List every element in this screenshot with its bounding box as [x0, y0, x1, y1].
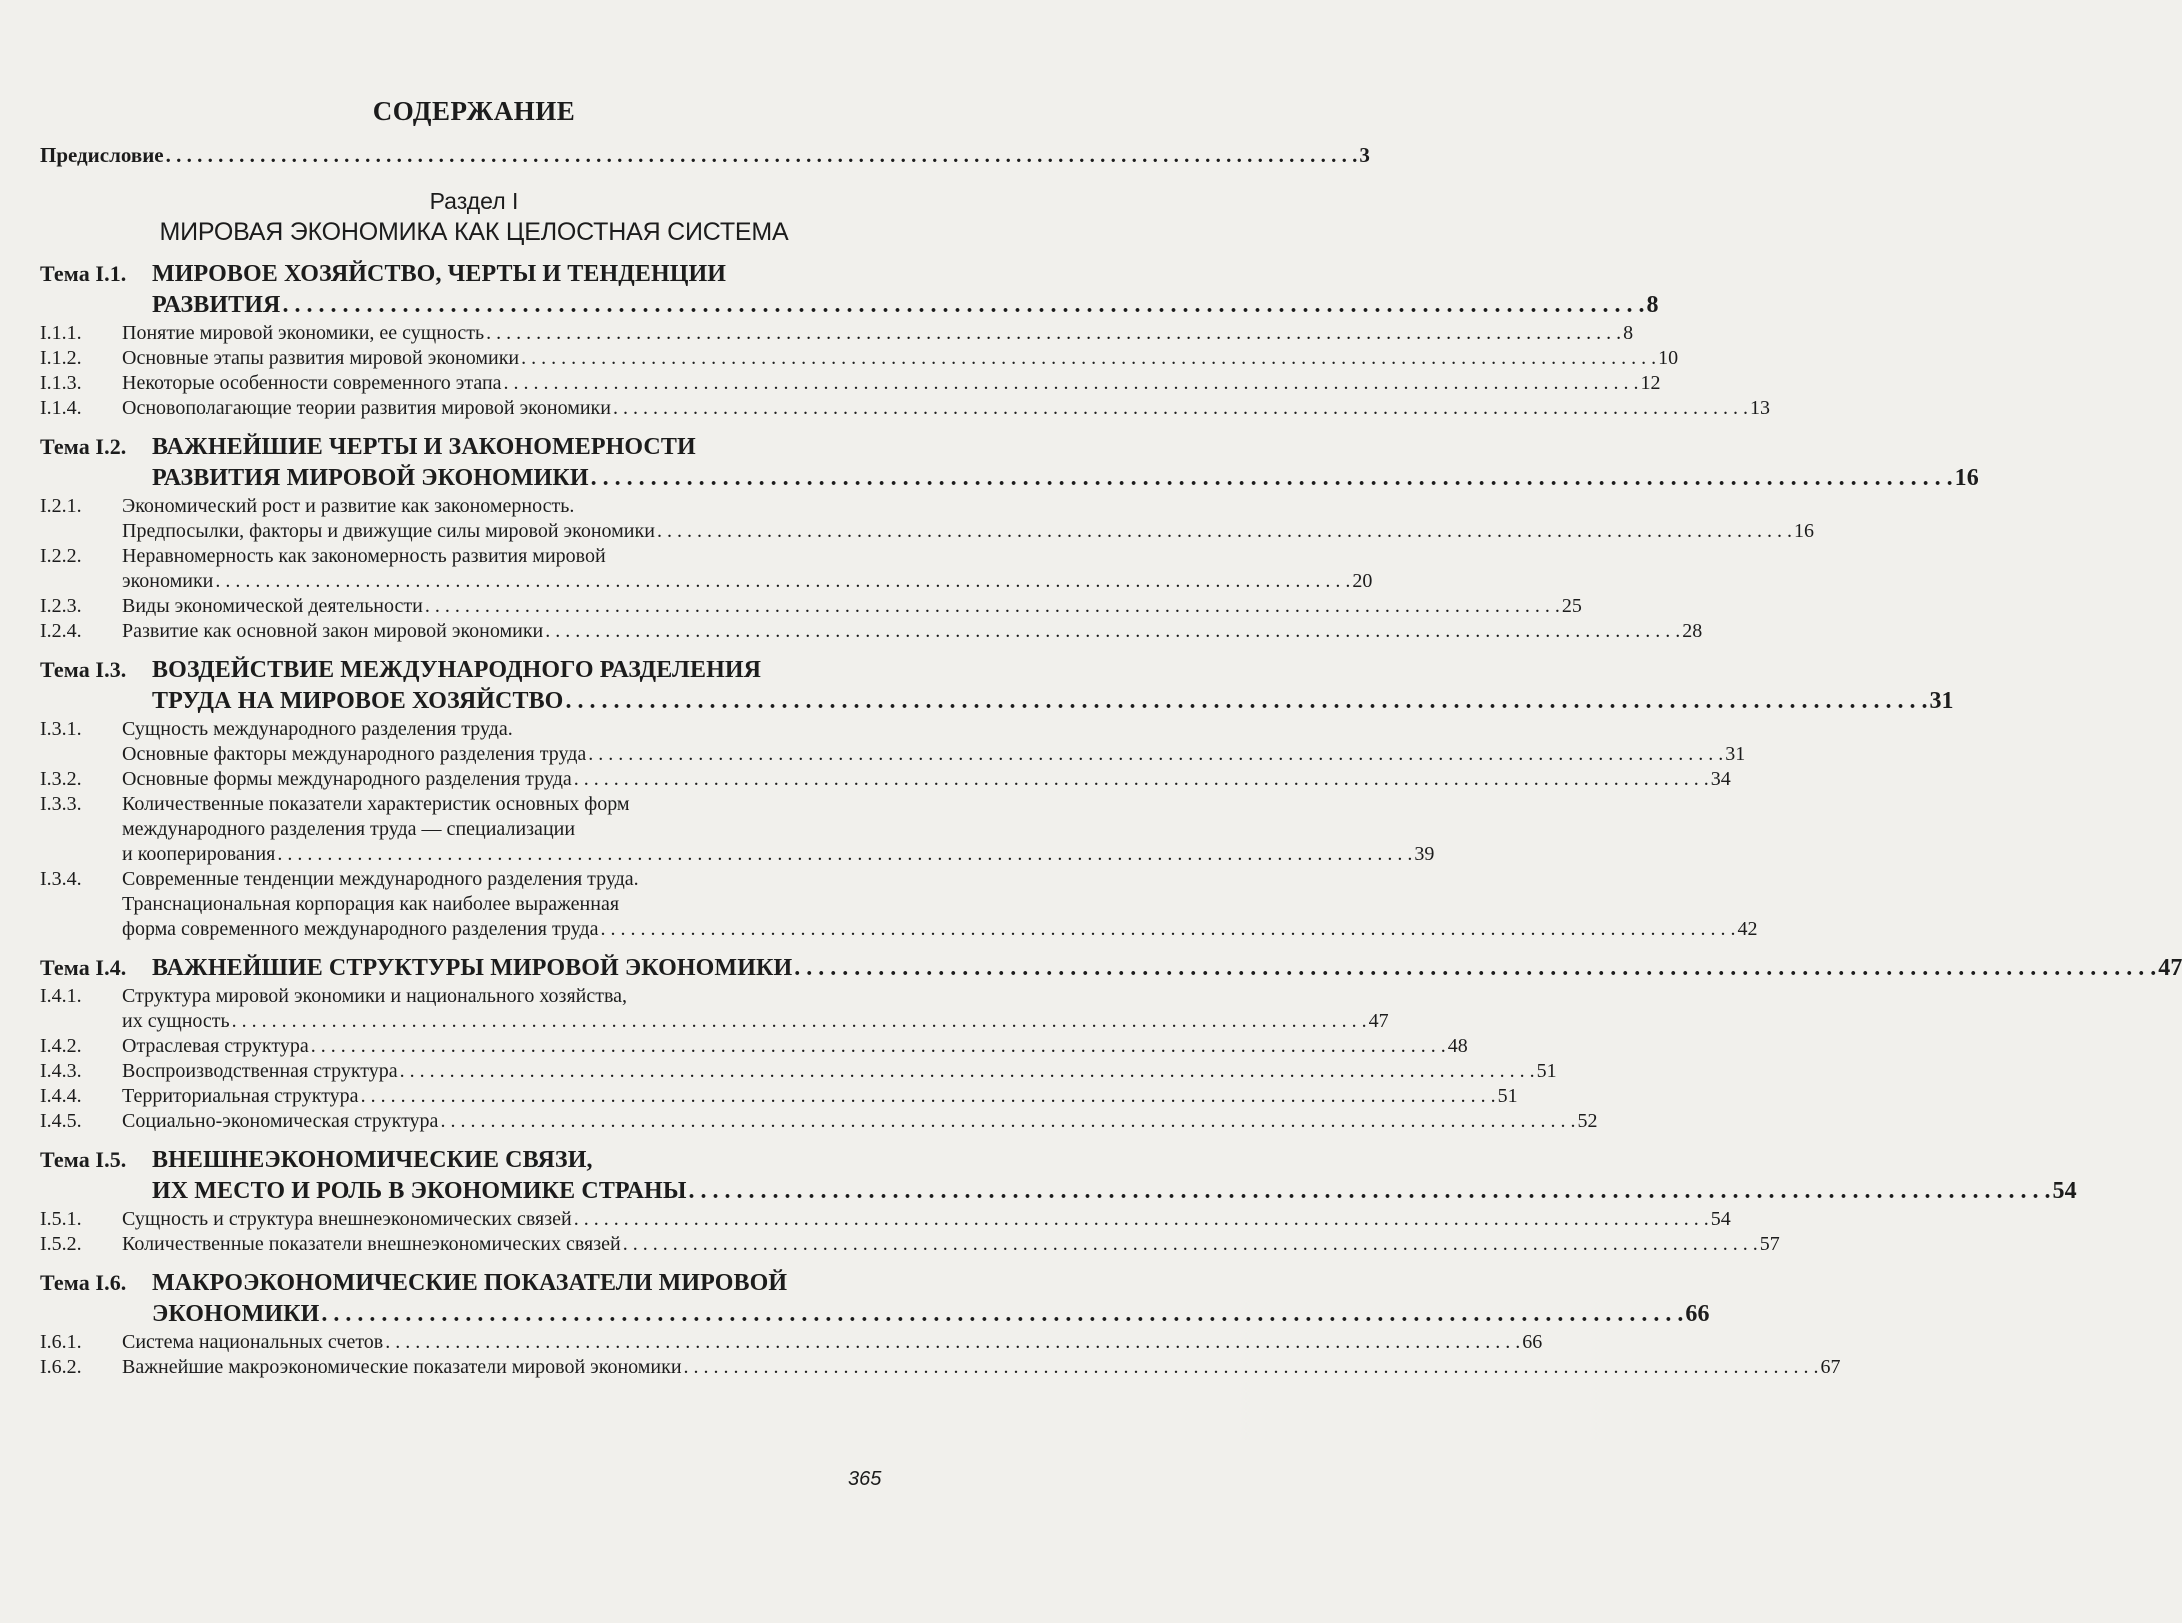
subtopic-title-line: Система национальных счетов	[122, 1331, 384, 1353]
toc-entry-subtopic-continued[interactable]	[40, 892, 908, 917]
section-heading	[40, 186, 908, 248]
toc-entry-subtopic[interactable]	[40, 1330, 1543, 1355]
dot-leader	[361, 1084, 1496, 1109]
subtopic-title	[122, 842, 1434, 867]
subtopic-title-line: Основополагающие теории развития мировой экономики	[122, 397, 611, 419]
toc-entry-subtopic[interactable]	[40, 544, 908, 569]
page-ref: 54	[2052, 1178, 2077, 1204]
subtopic-title-line: Важнейшие макроэкономические показатели мировой экономики	[122, 1356, 682, 1378]
subtopic-title-line: Воспроизводственная структура	[122, 1060, 398, 1082]
toc-entry-subtopic-continued[interactable]	[40, 1009, 1389, 1034]
subtopic-title	[122, 717, 908, 742]
subtopic-title-line: форма современного международного разделения труда	[122, 918, 599, 940]
subtopic-number: I.5.1.	[40, 1208, 82, 1230]
topic-title	[152, 290, 1659, 321]
subtopic-number: I.3.4.	[40, 868, 82, 890]
topic-number: Тема I.4.	[40, 955, 127, 980]
topic-number: Тема I.1.	[40, 261, 127, 286]
toc-entry-topic-continued[interactable]	[40, 290, 1659, 321]
subtopic-title	[122, 742, 1745, 767]
page-ref: 13	[1749, 397, 1770, 419]
dot-leader	[311, 1034, 1446, 1059]
topic-title	[152, 686, 1954, 717]
toc-topic	[40, 1267, 1841, 1380]
dot-leader	[521, 346, 1656, 371]
subtopic-title-line: Виды экономической деятельности	[122, 595, 423, 617]
page-ref: 28	[1682, 620, 1703, 642]
topic-title-line: РАЗВИТИЯ МИРОВОЙ ЭКОНОМИКИ	[152, 465, 589, 491]
toc-entry-topic[interactable]	[40, 952, 2182, 984]
page-ref: 66	[1522, 1331, 1543, 1353]
dot-leader	[321, 1299, 1683, 1330]
subtopic-number: I.6.2.	[40, 1356, 82, 1378]
page-number: 365	[848, 1468, 882, 1490]
dot-leader	[574, 767, 1709, 792]
subtopic-title	[122, 544, 908, 569]
section-title: МИРОВАЯ ЭКОНОМИКА КАК ЦЕЛОСТНАЯ СИСТЕМА	[159, 218, 789, 246]
subtopic-title-line: и кооперирования	[122, 843, 276, 865]
preface-page: 3	[1359, 143, 1370, 167]
subtopic-title-line: Основные этапы развития мировой экономики	[122, 347, 520, 369]
subtopic-title-line: Основные факторы международного разделения труда	[122, 743, 587, 765]
subtopic-title-line: Транснациональная корпорация как наиболее выраженная	[122, 893, 620, 915]
toc-entry-topic[interactable]	[40, 1144, 908, 1176]
subtopic-title-line: Основные формы международного разделения труда	[122, 768, 572, 790]
subtopic-number: I.3.3.	[40, 793, 82, 815]
subtopic-number: I.1.1.	[40, 322, 82, 344]
subtopic-number: I.4.1.	[40, 985, 82, 1007]
subtopic-number: I.2.2.	[40, 545, 82, 567]
subtopic-number: I.2.1.	[40, 495, 82, 517]
subtopic-title	[122, 892, 908, 917]
topic-title-line: ВАЖНЕЙШИЕ ЧЕРТЫ И ЗАКОНОМЕРНОСТИ	[152, 434, 696, 460]
page-ref: 47	[2158, 955, 2182, 981]
subtopic-title	[122, 1084, 1518, 1109]
toc-entry-subtopic[interactable]	[40, 371, 1661, 396]
toc-entry-subtopic-continued[interactable]	[40, 519, 1814, 544]
subtopic-number: I.4.5.	[40, 1110, 82, 1132]
subtopic-title	[122, 321, 1633, 346]
subtopic-title-line: Отраслевая структура	[122, 1035, 309, 1057]
topic-title-line: ВНЕШНЕЭКОНОМИЧЕСКИЕ СВЯЗИ,	[152, 1147, 593, 1173]
subtopic-title	[122, 619, 1702, 644]
dot-leader	[277, 842, 1412, 867]
subtopic-number: I.5.2.	[40, 1233, 82, 1255]
dot-leader	[600, 917, 1735, 942]
topic-title	[152, 655, 908, 686]
toc-entry-subtopic[interactable]	[40, 321, 1634, 346]
toc-entry-topic-continued[interactable]	[40, 463, 1979, 494]
topic-number: Тема I.6.	[40, 1270, 127, 1295]
dot-leader	[215, 569, 1350, 594]
subtopic-title-line: Сущность и структура внешнеэкономических связей	[122, 1208, 572, 1230]
dot-leader	[565, 686, 1927, 717]
page-ref: 39	[1414, 843, 1435, 865]
subtopic-title-line: Структура мировой экономики и национального хозяйства,	[122, 985, 628, 1007]
dot-leader	[166, 138, 1358, 172]
toc-entry-subtopic[interactable]	[40, 1034, 1468, 1059]
subtopic-title	[122, 519, 1814, 544]
subtopic-title	[122, 1034, 1468, 1059]
dot-leader	[684, 1355, 1819, 1380]
section-number: Раздел I	[429, 188, 519, 214]
subtopic-title	[122, 346, 1678, 371]
subtopic-title-line: Экономический рост и развитие как закономерность.	[122, 495, 575, 517]
page-ref: 52	[1577, 1110, 1598, 1132]
toc-entry-subtopic[interactable]	[40, 594, 1582, 619]
subtopic-number: I.6.1.	[40, 1331, 82, 1353]
page-ref: 34	[1710, 768, 1731, 790]
table-of-contents	[40, 0, 2182, 1380]
page-ref: 67	[1820, 1356, 1841, 1378]
subtopic-title	[122, 792, 908, 817]
toc-entry-topic-continued[interactable]	[40, 686, 1954, 717]
page-ref: 10	[1658, 347, 1679, 369]
topic-title	[152, 1145, 908, 1176]
toc-topic	[40, 952, 2182, 1134]
topic-title	[152, 1299, 1710, 1330]
page-ref: 31	[1725, 743, 1746, 765]
page-ref: 54	[1710, 1208, 1731, 1230]
subtopic-title-line: международного разделения труда — специализации	[122, 818, 576, 840]
dot-leader	[657, 519, 1792, 544]
subtopic-title-line: Развитие как основной закон мировой экономики	[122, 620, 544, 642]
dot-leader	[574, 1207, 1709, 1232]
dot-leader	[588, 742, 1723, 767]
toc-entry-subtopic[interactable]	[40, 984, 908, 1009]
topic-title	[152, 432, 908, 463]
topic-number: Тема I.5.	[40, 1147, 127, 1172]
page-ref: 51	[1497, 1085, 1518, 1107]
page-title: СОДЕРЖАНИЕ	[372, 96, 576, 126]
toc-topic	[40, 1144, 2077, 1257]
topic-title	[152, 259, 908, 290]
topic-number: Тема I.3.	[40, 657, 127, 682]
subtopic-number: I.4.2.	[40, 1035, 82, 1057]
subtopic-title	[122, 1059, 1557, 1084]
topic-title	[152, 463, 1979, 494]
subtopic-title-line: Социально-экономическая структура	[122, 1110, 439, 1132]
subtopic-title	[122, 1232, 1780, 1257]
toc-entry-subtopic-continued[interactable]	[40, 569, 1373, 594]
subtopic-number: I.1.3.	[40, 372, 82, 394]
subtopic-number: I.4.4.	[40, 1085, 82, 1107]
toc-entry-subtopic[interactable]	[40, 1355, 1841, 1380]
subtopic-title	[122, 817, 908, 842]
subtopic-number: I.1.2.	[40, 347, 82, 369]
dot-leader	[623, 1232, 1758, 1257]
subtopic-title-line: Современные тенденции международного разделения труда.	[122, 868, 639, 890]
toc-entry-subtopic[interactable]	[40, 867, 908, 892]
toc-entry-subtopic-continued[interactable]	[40, 742, 1746, 767]
subtopic-title-line: Территориальная структура	[122, 1085, 359, 1107]
toc-entry-preface[interactable]	[40, 138, 1370, 172]
toc-entry-topic-continued[interactable]	[40, 1176, 2077, 1207]
subtopic-number: I.1.4.	[40, 397, 82, 419]
dot-leader	[282, 290, 1644, 321]
topic-title-line: РАЗВИТИЯ	[152, 292, 281, 318]
subtopic-title	[122, 569, 1372, 594]
topic-title-line: ЭКОНОМИКИ	[152, 1301, 320, 1327]
topic-number: Тема I.2.	[40, 434, 127, 459]
page-ref: 8	[1646, 292, 1659, 318]
subtopic-title	[122, 1109, 1597, 1134]
topic-title-line: МИРОВОЕ ХОЗЯЙСТВО, ЧЕРТЫ И ТЕНДЕНЦИИ	[152, 261, 727, 287]
page-ref: 25	[1561, 595, 1582, 617]
toc-entry-subtopic[interactable]	[40, 396, 1770, 421]
page-ref: 57	[1759, 1233, 1780, 1255]
subtopic-title	[122, 371, 1661, 396]
toc-entry-subtopic[interactable]	[40, 494, 908, 519]
page-ref: 42	[1737, 918, 1758, 940]
dot-leader	[613, 396, 1748, 421]
subtopic-number: I.3.1.	[40, 718, 82, 740]
subtopic-number: I.2.4.	[40, 620, 82, 642]
page-ref: 16	[1954, 465, 1979, 491]
dot-leader	[688, 1176, 2050, 1207]
subtopic-title	[122, 594, 1582, 619]
dot-leader	[440, 1109, 1575, 1134]
toc-topic	[40, 431, 1979, 644]
toc-topic	[40, 258, 1770, 421]
toc-entry-subtopic[interactable]	[40, 619, 1703, 644]
subtopic-title-line: Некоторые особенности современного этапа	[122, 372, 502, 394]
topic-title	[152, 953, 2182, 984]
toc-entry-subtopic[interactable]	[40, 792, 908, 817]
toc-entry-topic[interactable]	[40, 1267, 908, 1299]
page-ref: 31	[1929, 688, 1954, 714]
toc-entry-topic[interactable]	[40, 258, 908, 290]
subtopic-title-line: Неравномерность как закономерность развития мировой	[122, 545, 606, 567]
topic-title-line: ТРУДА НА МИРОВОЕ ХОЗЯЙСТВО	[152, 688, 564, 714]
subtopic-title-line: Количественные показатели характеристик основных форм	[122, 793, 630, 815]
toc-entry-subtopic[interactable]	[40, 346, 1679, 371]
subtopic-number: I.3.2.	[40, 768, 82, 790]
subtopic-title	[122, 396, 1770, 421]
subtopic-title	[122, 984, 908, 1009]
subtopic-title	[122, 767, 1731, 792]
page-ref: 16	[1793, 520, 1814, 542]
toc-entry-topic-continued[interactable]	[40, 1299, 1710, 1330]
page-ref: 8	[1623, 322, 1634, 344]
toc-entry-subtopic-continued[interactable]	[40, 842, 1435, 867]
subtopic-title-line: Сущность международного разделения труда.	[122, 718, 513, 740]
dot-leader	[504, 371, 1639, 396]
subtopic-title	[122, 1355, 1841, 1380]
toc-entry-subtopic[interactable]	[40, 1109, 1598, 1134]
subtopic-title-line: Понятие мировой экономики, ее сущность	[122, 322, 485, 344]
dot-leader	[425, 594, 1560, 619]
toc-entry-topic[interactable]	[40, 431, 908, 463]
topic-title-line: ВАЖНЕЙШИЕ СТРУКТУРЫ МИРОВОЙ ЭКОНОМИКИ	[152, 955, 793, 981]
topic-title	[152, 1176, 2077, 1207]
subtopic-title	[122, 1009, 1389, 1034]
toc-entry-subtopic-continued[interactable]	[40, 917, 1758, 942]
subtopic-number: I.2.3.	[40, 595, 82, 617]
subtopic-title	[122, 867, 908, 892]
page-ref: 51	[1536, 1060, 1557, 1082]
toc-entry-subtopic[interactable]	[40, 717, 908, 742]
topic-list	[40, 258, 2182, 1380]
subtopic-title-line: Предпосылки, факторы и движущие силы мировой экономики	[122, 520, 655, 542]
dot-leader	[794, 953, 2156, 984]
page-ref: 20	[1352, 570, 1373, 592]
toc-entry-subtopic[interactable]	[40, 1059, 1557, 1084]
subtopic-title-line: экономики	[122, 570, 214, 592]
subtopic-title	[122, 917, 1757, 942]
dot-leader	[232, 1009, 1367, 1034]
topic-title-line: ВОЗДЕЙСТВИЕ МЕЖДУНАРОДНОГО РАЗДЕЛЕНИЯ	[152, 657, 762, 683]
toc-entry-subtopic[interactable]	[40, 1084, 1518, 1109]
toc-entry-topic[interactable]	[40, 654, 908, 686]
topic-title	[152, 1268, 908, 1299]
dot-leader	[400, 1059, 1535, 1084]
toc-entry-subtopic-continued[interactable]	[40, 817, 908, 842]
subtopic-title	[122, 1330, 1542, 1355]
toc-topic	[40, 654, 1954, 942]
subtopic-title-line: их сущность	[122, 1010, 230, 1032]
page-ref: 66	[1685, 1301, 1710, 1327]
dot-leader	[591, 463, 1953, 494]
page-ref: 12	[1640, 372, 1661, 394]
dot-leader	[545, 619, 1680, 644]
page-ref: 47	[1368, 1010, 1389, 1032]
toc-entry-subtopic[interactable]	[40, 1207, 1731, 1232]
toc-entry-subtopic[interactable]	[40, 767, 1731, 792]
topic-title-line: ИХ МЕСТО И РОЛЬ В ЭКОНОМИКЕ СТРАНЫ	[152, 1178, 687, 1204]
dot-leader	[385, 1330, 1520, 1355]
page-ref: 48	[1447, 1035, 1468, 1057]
subtopic-title-line: Количественные показатели внешнеэкономических связей	[122, 1233, 621, 1255]
toc-entry-subtopic[interactable]	[40, 1232, 1780, 1257]
preface-label: Предисловие	[40, 143, 164, 167]
dot-leader	[486, 321, 1621, 346]
subtopic-title	[122, 494, 908, 519]
topic-title-line: МАКРОЭКОНОМИЧЕСКИЕ ПОКАЗАТЕЛИ МИРОВОЙ	[152, 1270, 788, 1296]
subtopic-number: I.4.3.	[40, 1060, 82, 1082]
subtopic-title	[122, 1207, 1731, 1232]
